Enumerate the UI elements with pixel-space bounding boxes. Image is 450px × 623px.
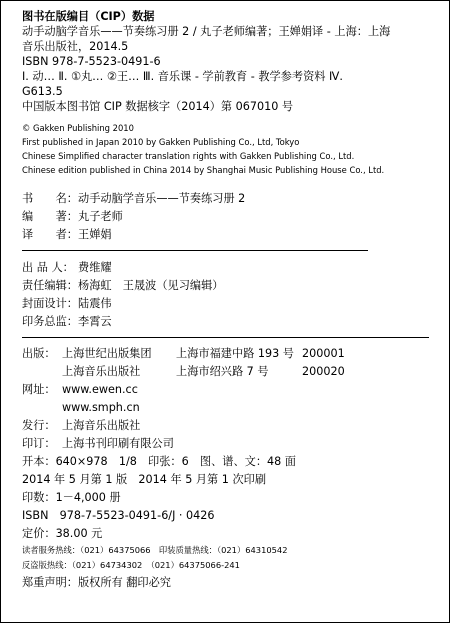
website-row-1 xyxy=(22,383,138,396)
website-link-1[interactable]: www.ewen.cc xyxy=(62,383,138,396)
distributor-label: 发行： xyxy=(22,419,56,432)
divider-staff xyxy=(22,337,429,338)
editor-row xyxy=(22,279,223,292)
format-line: 开本：640×978 1/8 印张：6 图、谱、文：48 面 xyxy=(22,455,296,468)
website-label: 网址： xyxy=(22,383,56,396)
chinese-edition-notice: Chinese edition published in China 2014 by Shanghai Music Publishing House Co., Ltd. xyxy=(22,165,385,175)
cover-design-value: 陆震伟 xyxy=(78,297,112,310)
translator-label: 译 者： xyxy=(22,228,78,241)
price-line: 定价：38.00 元 xyxy=(22,527,103,540)
publisher-zip-1: 200001 xyxy=(302,347,345,360)
cip-heading: 图书在版编目（CIP）数据 xyxy=(22,10,155,23)
publisher-address-2: 上海市绍兴路 7 号 xyxy=(176,365,269,378)
isbn-line: ISBN 978-7-5523-0491-6/J · 0426 xyxy=(22,509,215,522)
producer-value: 费维耀 xyxy=(78,261,112,274)
distributor-row xyxy=(22,419,140,432)
edition-line: 2014 年 5 月第 1 版 2014 年 5 月第 1 次印刷 xyxy=(22,473,267,486)
book-title-value: 动手动脑学音乐——节奏练习册 2 xyxy=(78,192,246,205)
cover-design-row xyxy=(22,297,112,310)
website-link-2[interactable]: www.smph.cn xyxy=(62,401,140,414)
publisher-zip-2: 200020 xyxy=(302,365,345,378)
editor-label: 责任编辑： xyxy=(22,279,78,292)
translation-rights-notice: Chinese Simplified character translation rights with Gakken Publishing Co., Ltd. xyxy=(22,151,355,161)
producer-label: 出 品 人： xyxy=(22,261,74,274)
copyright-notice: © Gakken Publishing 2010 xyxy=(22,123,134,133)
cip-line-isbn: ISBN 978-7-5523-0491-6 xyxy=(22,55,161,68)
cip-line-data-number: 中国版本图书馆 CIP 数据核字（2014）第 067010 号 xyxy=(22,100,294,113)
publisher-label: 出版： xyxy=(22,347,56,360)
book-title-row xyxy=(22,192,245,205)
copies-line: 印数：1－4,000 册 xyxy=(22,491,121,504)
print-director-row xyxy=(22,315,112,328)
cip-line-classification: G613.5 xyxy=(22,85,63,98)
cip-line-publisher: 音乐出版社，2014.5 xyxy=(22,40,129,53)
print-director-value: 李霄云 xyxy=(78,315,112,328)
copyright-statement: 郑重声明：版权所有 翻印必究 xyxy=(22,576,171,589)
printer-label: 印订： xyxy=(22,437,56,450)
printer-row xyxy=(22,437,174,450)
publisher-name-1: 上海世纪出版集团 xyxy=(62,347,152,360)
hotline-line-2: 反盗版热线：（021）64734302 （021）64375066-241 xyxy=(22,560,240,570)
producer-row xyxy=(22,261,112,274)
editor-value: 杨海虹 王晟波（见习编辑） xyxy=(78,279,224,292)
author-row xyxy=(22,210,123,223)
divider-credits xyxy=(22,250,368,251)
cover-design-label: 封面设计： xyxy=(22,297,78,310)
hotline-line-1: 读者服务热线：（021）64375066 印装质量热线：（021）64310542 xyxy=(22,545,288,555)
printer-value: 上海书刊印刷有限公司 xyxy=(62,437,174,450)
book-title-label: 书 名： xyxy=(22,192,78,205)
publisher-row-1 xyxy=(22,347,345,360)
website-row-2 xyxy=(22,401,140,414)
publisher-address-1: 上海市福建中路 193 号 xyxy=(176,347,294,360)
publisher-name-2: 上海音乐出版社 xyxy=(62,365,141,378)
translator-value: 王婵娟 xyxy=(78,228,112,241)
first-published-notice: First published in Japan 2010 by Gakken Publishing Co., Ltd, Tokyo xyxy=(22,137,300,147)
author-value: 丸子老师 xyxy=(78,210,123,223)
print-director-label: 印务总监： xyxy=(22,315,78,328)
author-label: 编 著： xyxy=(22,210,78,223)
translator-row xyxy=(22,228,112,241)
cip-line-subjects: Ⅰ. 动… Ⅱ. ①丸… ②王… Ⅲ. 音乐课 - 学前教育 - 教学参考资料 Ⅳ. xyxy=(22,70,343,83)
cip-line-title: 动手动脑学音乐——节奏练习册 2 / 丸子老师编著；王婵娟译 - 上海：上海 xyxy=(22,25,391,38)
publisher-row-2 xyxy=(22,365,345,378)
distributor-value: 上海音乐出版社 xyxy=(62,419,141,432)
